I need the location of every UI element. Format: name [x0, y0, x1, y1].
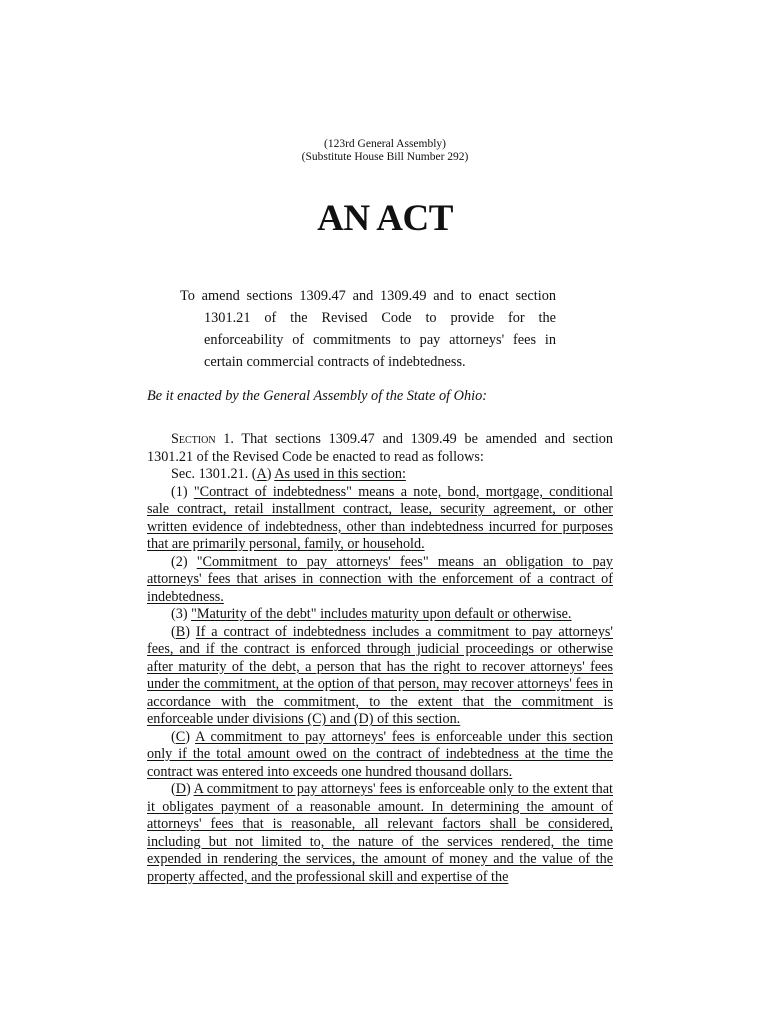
- enacting-clause: Be it enacted by the General Assembly of the State of Ohio:: [147, 388, 487, 404]
- division-open-paren: (: [171, 781, 176, 797]
- sec-heading-text: As used in this section:: [274, 466, 406, 482]
- definition-text: "Maturity of the debt" includes maturity upon default or otherwise.: [191, 606, 572, 622]
- definition-text: "Commitment to pay attorneys' fees" means an obligation to pay attorneys' fees that arises in connection with the enforcement of a contract of indebtedness.: [147, 553, 613, 605]
- sec-heading-suffix: ): [266, 466, 275, 482]
- division-letter: B: [175, 623, 186, 640]
- division-close-paren: ): [185, 728, 196, 745]
- sec-heading-prefix: Sec. 1301.21. (: [171, 466, 257, 482]
- division-paragraph: [147, 781, 613, 886]
- division-paragraph: [147, 729, 613, 782]
- division-open-paren: (: [171, 728, 176, 745]
- division-close-paren: ): [185, 781, 194, 797]
- definition-number: (2): [171, 553, 197, 570]
- division-paragraph: [147, 624, 613, 729]
- bill-number-line: (Substitute House Bill Number 292): [301, 151, 469, 163]
- division-text: If a contract of indebtedness includes a commitment to pay attorneys' fees, and if the contract is enforced through judicial proceedings or otherwise after maturity of the debt, a person that has the right to recover attorneys' fees under the commitment, at the option of that person, may recover attorneys' fees in accordance with the commitment, to the extent that the commitment is enforceable under divisions (C) and (D) of this section.: [147, 623, 613, 727]
- assembly-line: (123rd General Assembly): [324, 138, 446, 150]
- definition-paragraph: [147, 554, 613, 607]
- division-close-paren: ): [185, 623, 196, 640]
- definition-paragraph: [147, 606, 613, 624]
- definition-text: "Contract of indebtedness" means a note, bond, mortgage, conditional sale contract, retail installment contract, lease, security agreement, or other written evidence of indebtedness, other than indebtedness incurred for purposes that are primarily personal, family, or household.: [147, 483, 613, 552]
- section-1-text: 1. That sections 1309.47 and 1309.49 be amended and section 1301.21 of the Revised Code be enacted to read as follows:: [147, 431, 613, 465]
- purpose-clause: To amend sections 1309.47 and 1309.49 and to enact section 1301.21 of the Revised Code to provide for the enforceability of commitments to pay attorneys' fees in certain commercial contracts of indebtedness.: [180, 288, 556, 370]
- division-text: A commitment to pay attorneys' fees is enforceable under this section only if the total amount owed on the contract of indebtedness at the time the contract was entered into exceeds one hundred thousand dollars.: [147, 728, 613, 780]
- sec-heading-paragraph: [147, 466, 613, 484]
- division-text: A commitment to pay attorneys' fees is enforceable only to the extent that it obligates payment of a reasonable amount. In determining the amount of attorneys' fees that is reasonable, all relevant factors shall be considered, including but not limited to, the nature of the services rendered, the time expended in rendering the services, the amount of money and the value of the property affected, and the professional skill and expertise of the: [147, 781, 613, 885]
- bill-header: [0, 138, 770, 164]
- definition-number: (1): [171, 483, 194, 500]
- division-letter-a: A: [256, 466, 267, 482]
- act-title: AN ACT: [317, 198, 453, 239]
- division-letter: C: [175, 728, 186, 745]
- definition-paragraph: [147, 484, 613, 554]
- division-letter: D: [175, 781, 186, 797]
- section-1-paragraph: [147, 431, 613, 466]
- division-open-paren: (: [171, 623, 176, 640]
- section-label: Section: [171, 431, 216, 447]
- act-body: [147, 431, 613, 886]
- definition-number: (3): [171, 606, 192, 622]
